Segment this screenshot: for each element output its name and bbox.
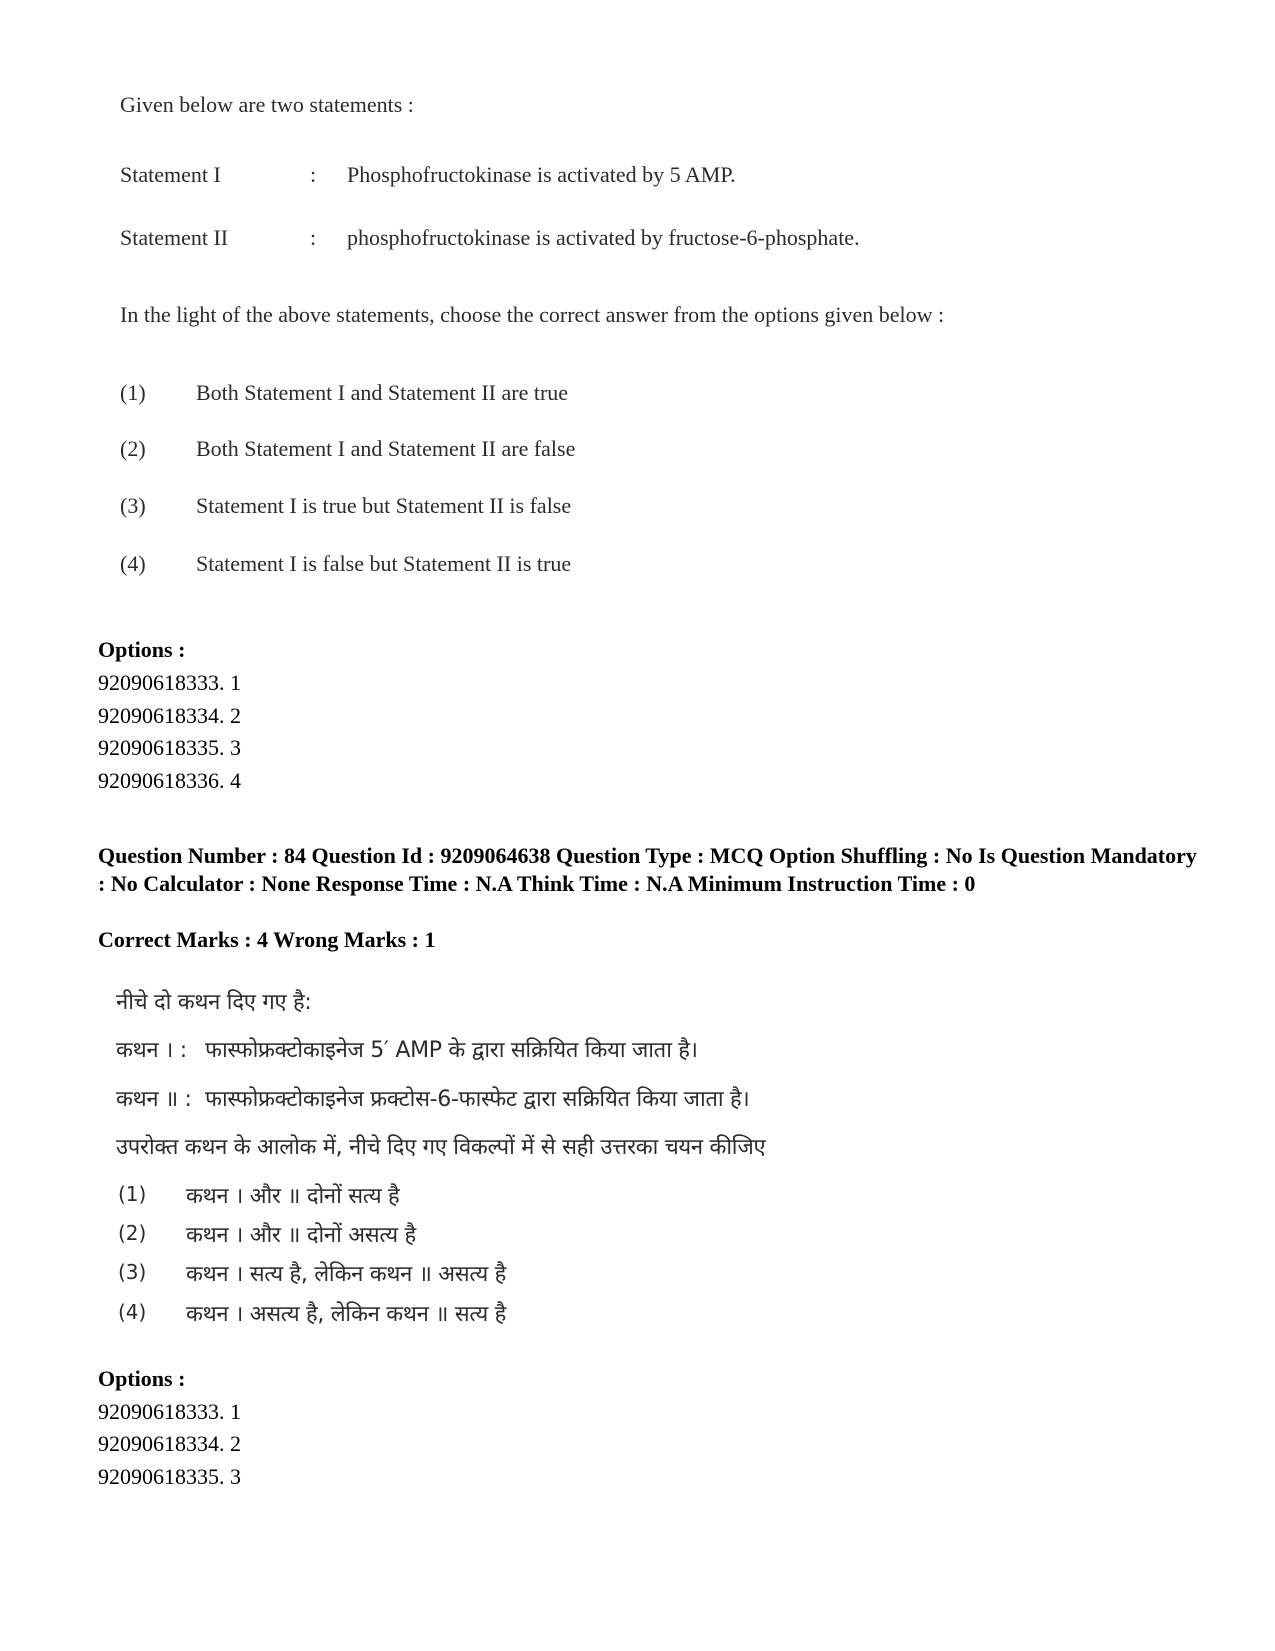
q84-instruction: उपरोक्त कथन के आलोक में, नीचे दिए गए विकल्पों में से सही उत्तरका चयन कीजिए bbox=[116, 1135, 766, 1160]
q84-option-3: 92090618335. 3 bbox=[98, 1464, 241, 1489]
q84-marks: Correct Marks : 4 Wrong Marks : 1 bbox=[98, 927, 436, 952]
q84-choice-1-num: (1) bbox=[118, 1182, 147, 1206]
q84-choice-4-text: कथन । असत्य है, लेकिन कथन ॥ सत्य है bbox=[186, 1302, 506, 1327]
q84-statement-1-text: फास्फोफ्रक्टोकाइनेज 5′ AMP के द्वारा सक्रियित किया जाता है। bbox=[205, 1038, 698, 1063]
q84-option-1: 92090618333. 1 bbox=[98, 1399, 241, 1424]
q83-statement-2-label: Statement II bbox=[120, 225, 229, 250]
q83-intro: Given below are two statements : bbox=[120, 92, 414, 117]
q83-choice-2-num: (2) bbox=[120, 436, 146, 461]
q83-option-2: 92090618334. 2 bbox=[98, 703, 241, 728]
q83-option-1: 92090618333. 1 bbox=[98, 670, 241, 695]
q83-statement-1-sep: : bbox=[310, 162, 317, 187]
q83-statement-2-text: phosphofructokinase is activated by fructose-6-phosphate. bbox=[347, 225, 860, 250]
q83-choice-3-num: (3) bbox=[120, 493, 146, 518]
q83-statement-1-text: Phosphofructokinase is activated by 5 AMP. bbox=[347, 162, 736, 187]
q84-intro: नीचे दो कथन दिए गए है: bbox=[116, 990, 312, 1015]
q83-instruction: In the light of the above statements, choose the correct answer from the options given below : bbox=[120, 302, 945, 327]
q83-choice-2-text: Both Statement I and Statement II are false bbox=[196, 436, 576, 461]
q83-options-heading: Options : bbox=[98, 637, 186, 662]
q84-choice-3-num: (3) bbox=[118, 1260, 147, 1284]
q84-choice-2-text: कथन । और ॥ दोनों असत्य है bbox=[186, 1223, 416, 1248]
q84-choice-3-text: कथन । सत्य है, लेकिन कथन ॥ असत्य है bbox=[186, 1262, 506, 1287]
q83-choice-1-text: Both Statement I and Statement II are true bbox=[196, 380, 569, 405]
q84-statement-2-text: फास्फोफ्रक्टोकाइनेज फ्रक्टोस-6-फास्फेट द्वारा सक्रियित किया जाता है। bbox=[205, 1087, 750, 1112]
q84-options-heading: Options : bbox=[98, 1366, 186, 1391]
q84-statement-2-label: कथन ॥ : bbox=[116, 1087, 192, 1112]
q84-choice-2-num: (2) bbox=[118, 1221, 147, 1245]
q83-choice-3-text: Statement I is true but Statement II is false bbox=[196, 493, 572, 518]
q84-meta: Question Number : 84 Question Id : 9209064638 Question Type : MCQ Option Shuffling : No Is Question Mandatory : No Calculator : None Response Time : N.A Think Time : N.A Minimum Instruction Time : 0 bbox=[98, 843, 1197, 896]
q84-choice-4-num: (4) bbox=[118, 1300, 147, 1324]
q83-statement-2-sep: : bbox=[310, 225, 317, 250]
q84-choice-1-text: कथन । और ॥ दोनों सत्य है bbox=[186, 1184, 400, 1209]
q84-option-2: 92090618334. 2 bbox=[98, 1431, 241, 1456]
q83-choice-4-num: (4) bbox=[120, 551, 146, 576]
q83-choice-1-num: (1) bbox=[120, 380, 146, 405]
q84-statement-1-label: कथन । : bbox=[116, 1038, 187, 1063]
q83-statement-1-label: Statement I bbox=[120, 162, 221, 187]
q83-option-4: 92090618336. 4 bbox=[98, 768, 241, 793]
q83-option-3: 92090618335. 3 bbox=[98, 735, 241, 760]
q83-choice-4-text: Statement I is false but Statement II is true bbox=[196, 551, 572, 576]
